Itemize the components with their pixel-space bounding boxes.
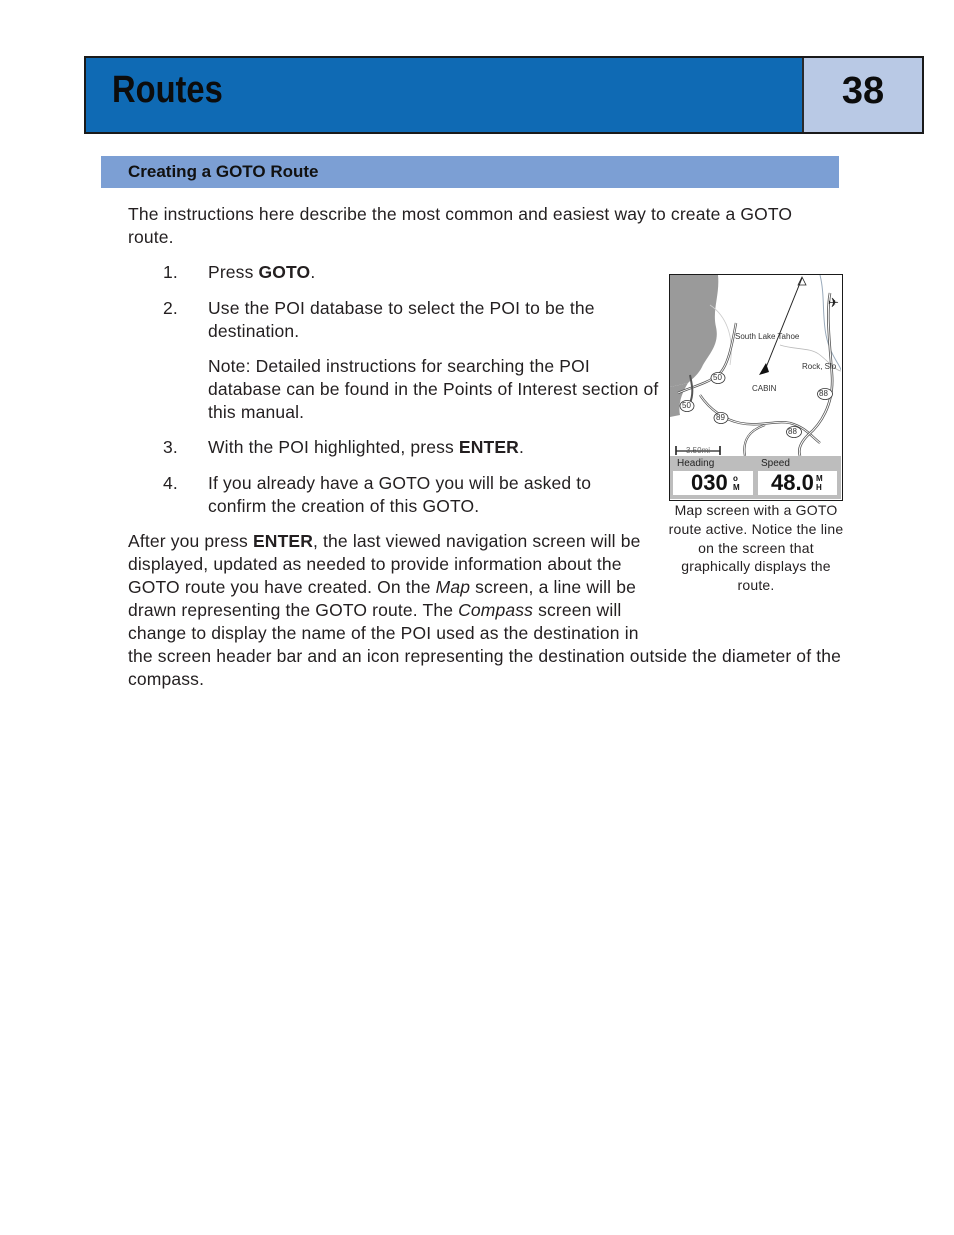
route-shield-50: 50: [682, 401, 691, 410]
svg-text:✈: ✈: [828, 296, 839, 311]
route-shield-50: 50: [713, 373, 722, 382]
step-number: 1.: [163, 262, 178, 282]
page-number-box: [802, 58, 922, 132]
speed-readout: [758, 471, 837, 495]
heading-unit-magnetic: M: [733, 483, 740, 492]
step-number: 2.: [163, 298, 178, 318]
section-heading-bar: [101, 156, 839, 188]
heading-unit-degree: o: [733, 474, 738, 483]
speed-label: Speed: [761, 458, 790, 469]
speed-unit-m: M: [816, 474, 823, 483]
heading-value: 030: [691, 470, 728, 495]
map-label-town: South Lake Tahoe: [735, 332, 800, 341]
header-title-bar: [86, 58, 802, 132]
map-screenshot: [669, 274, 843, 501]
step-note: Note: Detailed instructions for searching the POI database can be found in the Points of Interest section of this manual.: [208, 356, 659, 422]
speed-unit-h: H: [816, 483, 822, 492]
map-scale-label: 3.50mi: [686, 446, 711, 455]
route-shield-88: 88: [819, 389, 828, 398]
map-label-rock: Rock, Slo: [802, 362, 837, 371]
step-3-text: With the POI highlighted, press ENTER.: [208, 437, 524, 457]
page-number: 38: [841, 70, 885, 112]
readout-panel: [670, 456, 841, 499]
map-label-cabin: CABIN: [752, 384, 777, 393]
page-title: Routes: [112, 69, 223, 111]
heading-label: Heading: [677, 458, 715, 469]
step-2-text: Use the POI database to select the POI to be the destination.: [208, 298, 595, 341]
step-4-text: If you already have a GOTO you will be asked to confirm the creation of this GOTO.: [208, 473, 592, 516]
step-1-text: Press GOTO.: [208, 262, 316, 282]
route-shield-88: 88: [788, 427, 797, 436]
heading-readout: [673, 471, 753, 495]
route-shield-89: 89: [716, 413, 725, 422]
page-header: [84, 56, 924, 134]
section-title: Creating a GOTO Route: [128, 162, 319, 181]
step-number: 4.: [163, 473, 178, 493]
speed-value: 48.0: [771, 470, 814, 495]
figure-caption: Map screen with a GOTO route active. Notice the line on the screen that graphically displays the route.: [668, 502, 844, 594]
intro-paragraph: The instructions here describe the most common and easiest way to create a GOTO route.: [128, 204, 793, 247]
step-number: 3.: [163, 437, 178, 457]
body-paragraph: After you press ENTER, the last viewed navigation screen will be displayed, updated as needed to provide information about the GOTO route you have created. On the Map screen, a line will be drawn representing the GOTO route. The Compass screen will change to display the name of the POI used as the destination in the screen header bar and an icon representing the destination outside the diameter of the compass.: [128, 530, 844, 691]
